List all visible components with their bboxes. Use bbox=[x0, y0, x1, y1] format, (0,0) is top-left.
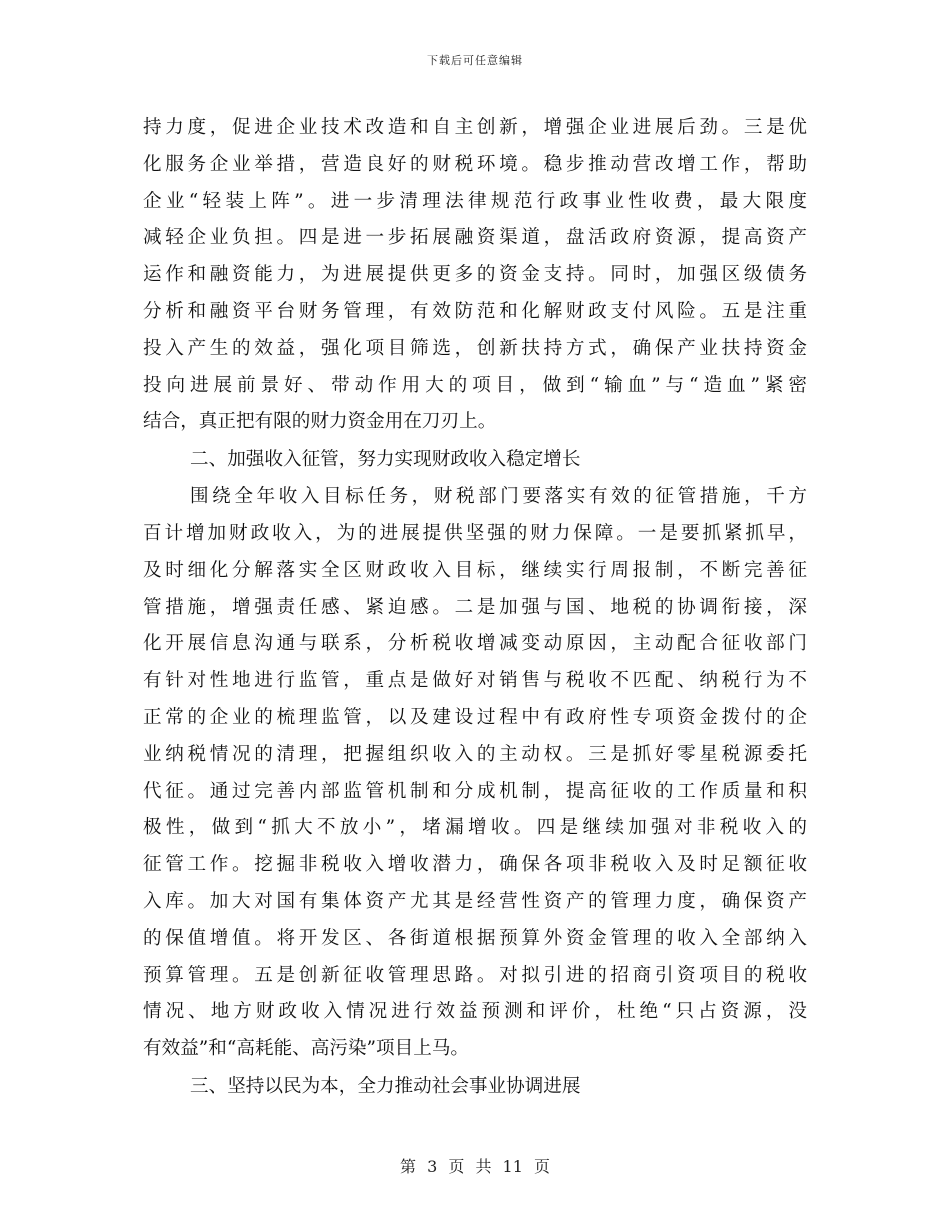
text-line: 投入产生的效益，强化项目筛选，创新扶持方式，确保产业扶持资金 bbox=[143, 337, 807, 359]
page-footer: 第 3 页 共 11 页 bbox=[400, 1157, 550, 1176]
text-line: 百计增加财政收入，为的进展提供坚强的财力保障。一是要抓紧抓早， bbox=[143, 522, 807, 544]
text-line: 代征。通过完善内部监管机制和分成机制，提高征收的工作质量和积 bbox=[143, 780, 807, 802]
text-line: 预算管理。五是创新征收管理思路。对拟引进的招商引资项目的税收 bbox=[143, 964, 807, 986]
text-line: 减轻企业负担。四是进一步拓展融资渠道，盘活政府资源，提高资产 bbox=[143, 227, 807, 249]
text-line: 化开展信息沟通与联系，分析税收增减变动原因，主动配合征收部门 bbox=[143, 633, 807, 655]
section-heading-3: 三、坚持以民为本，全力推动社会事业协调进展 bbox=[190, 1075, 581, 1097]
text-line: 征管工作。挖掘非税收入增收潜力，确保各项非税收入及时足额征收 bbox=[143, 854, 807, 876]
text-line: 的保值增值。将开发区、各街道根据预算外资金管理的收入全部纳入 bbox=[143, 927, 807, 949]
text-line: 化服务企业举措，营造良好的财税环境。稳步推动营改增工作，帮助 bbox=[143, 153, 807, 175]
text-line: 极性，做到“抓大不放小”，堵漏增收。四是继续加强对非税收入的 bbox=[143, 817, 807, 839]
document-body bbox=[143, 110, 807, 1106]
text-line: 管措施，增强责任感、紧迫感。二是加强与国、地税的协调衔接，深 bbox=[143, 596, 807, 618]
page-header: 下载后可任意编辑 bbox=[427, 54, 523, 67]
text-line: 情况、地方财政收入情况进行效益预测和评价，杜绝“只占资源，没 bbox=[143, 1001, 807, 1023]
text-line: 围绕全年收入目标任务，财税部门要落实有效的征管措施，千方 bbox=[190, 486, 807, 508]
section-heading-2: 二、加强收入征管，努力实现财政收入稳定增长 bbox=[190, 449, 581, 471]
text-line: 正常的企业的梳理监管，以及建设过程中有政府性专项资金拨付的企 bbox=[143, 706, 807, 728]
text-line: 企业“轻装上阵”。进一步清理法律规范行政事业性收费，最大限度 bbox=[143, 190, 807, 212]
text-line: 分析和融资平台财务管理，有效防范和化解财政支付风险。五是注重 bbox=[143, 300, 807, 322]
text-line: 入库。加大对国有集体资产尤其是经营性资产的管理力度，确保资产 bbox=[143, 890, 807, 912]
text-line: 投向进展前景好、带动作用大的项目，做到“输血”与“造血”紧密 bbox=[143, 374, 807, 396]
text-line: 运作和融资能力，为进展提供更多的资金支持。同时，加强区级债务 bbox=[143, 264, 807, 286]
text-line: 有效益”和“高耗能、高污染”项目上马。 bbox=[143, 1038, 470, 1060]
text-line: 有针对性地进行监管，重点是做好对销售与税收不匹配、纳税行为不 bbox=[143, 670, 807, 692]
text-line: 结合，真正把有限的财力资金用在刀刃上。 bbox=[143, 411, 497, 433]
text-line: 业纳税情况的清理，把握组织收入的主动权。三是抓好零星税源委托 bbox=[143, 743, 807, 765]
paragraph-1 bbox=[143, 110, 807, 441]
paragraph-2 bbox=[143, 479, 807, 1068]
text-line: 持力度，促进企业技术改造和自主创新，增强企业进展后劲。三是优 bbox=[143, 117, 807, 138]
text-line: 及时细化分解落实全区财政收入目标，继续实行周报制，不断完善征 bbox=[143, 559, 807, 581]
